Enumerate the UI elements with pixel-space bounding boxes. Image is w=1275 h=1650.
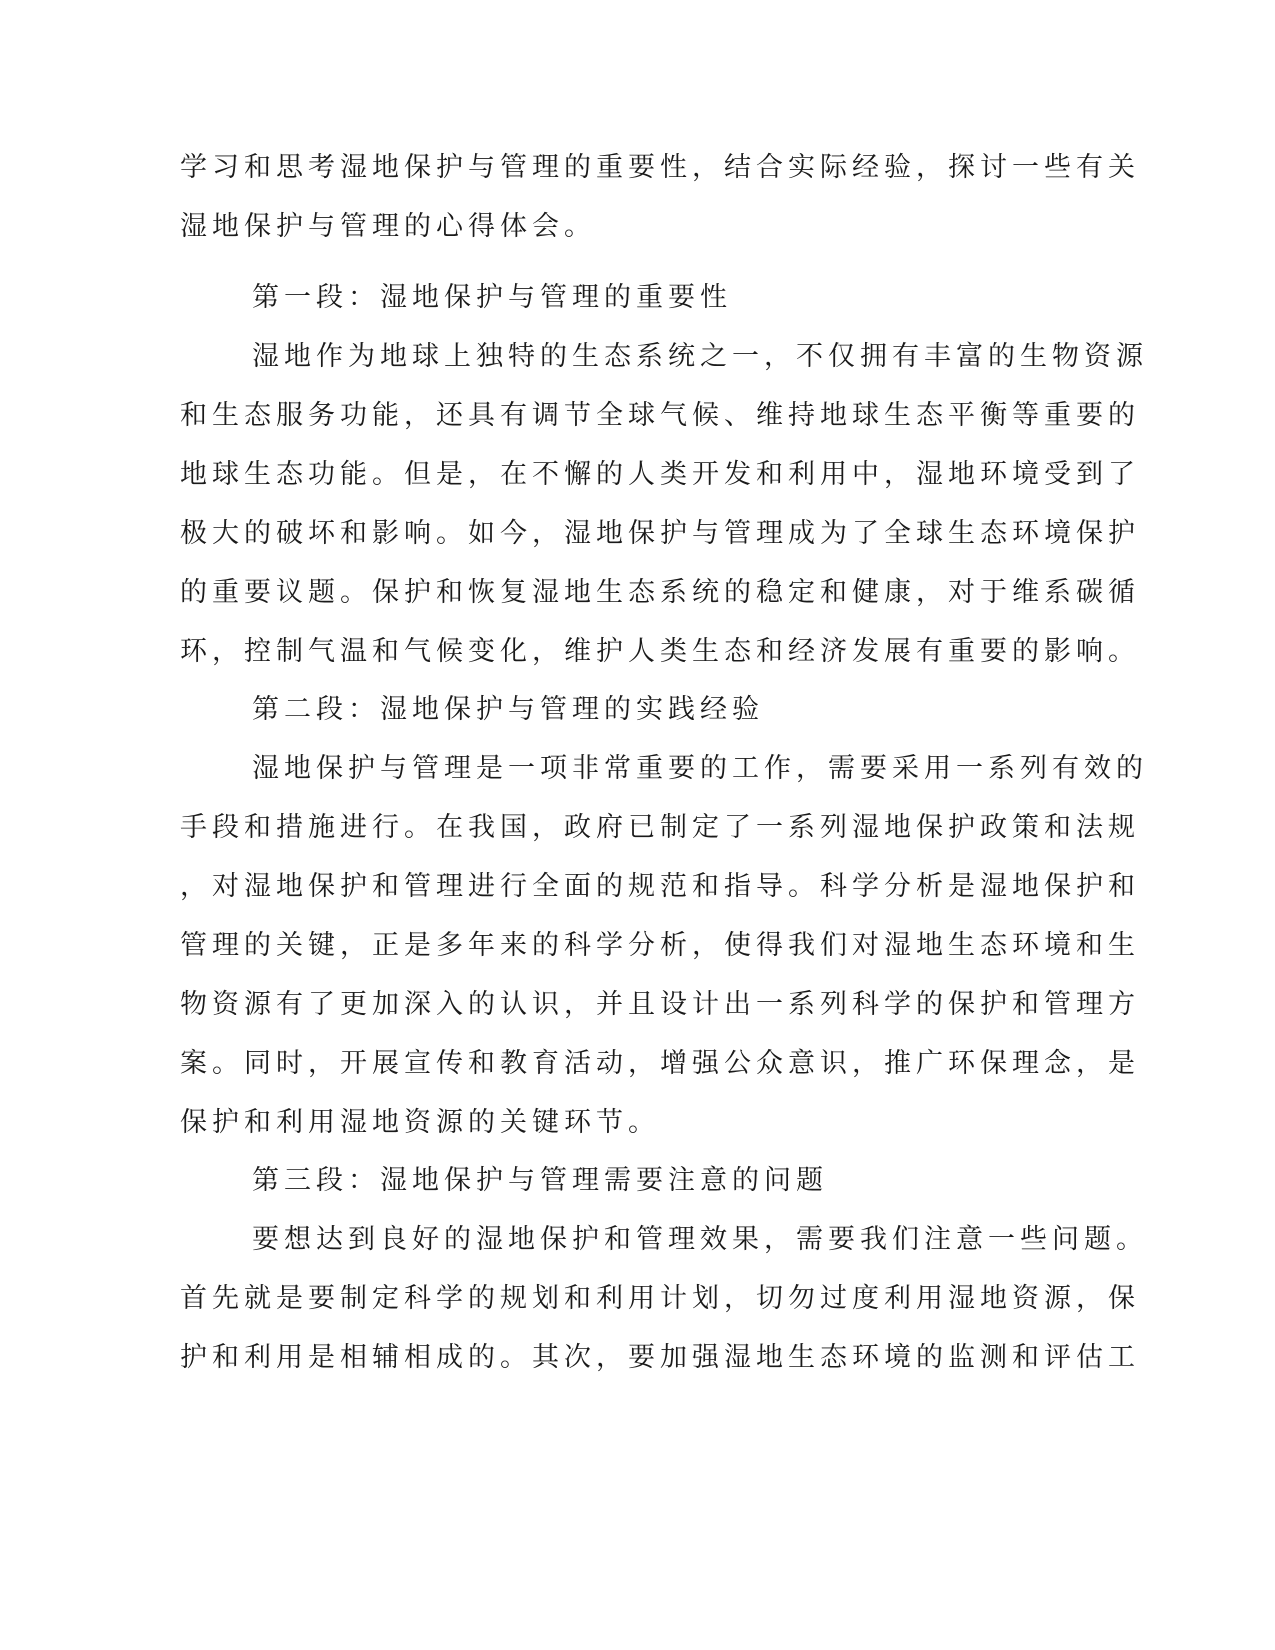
section-heading-3: 第三段：湿地保护与管理需要注意的问题 bbox=[252, 1165, 828, 1196]
text-line-12: 手段和措施进行。在我国，政府已制定了一系列湿地保护政策和法规 bbox=[180, 812, 1140, 843]
text-line-16: 案。同时，开展宣传和教育活动，增强公众意识，推广环保理念，是 bbox=[180, 1048, 1140, 1079]
section-heading-1: 第一段：湿地保护与管理的重要性 bbox=[252, 282, 732, 313]
text-line-5: 和生态服务功能，还具有调节全球气候、维持地球生态平衡等重要的 bbox=[180, 400, 1140, 431]
text-line-19: 要想达到良好的湿地保护和管理效果，需要我们注意一些问题。 bbox=[252, 1224, 1148, 1255]
text-line-4: 湿地作为地球上独特的生态系统之一，不仅拥有丰富的生物资源 bbox=[252, 341, 1148, 372]
text-line-15: 物资源有了更加深入的认识，并且设计出一系列科学的保护和管理方 bbox=[180, 989, 1140, 1020]
text-line-1: 学习和思考湿地保护与管理的重要性，结合实际经验，探讨一些有关 bbox=[180, 152, 1140, 183]
section-heading-2: 第二段：湿地保护与管理的实践经验 bbox=[252, 694, 764, 725]
text-line-8: 的重要议题。保护和恢复湿地生态系统的稳定和健康，对于维系碳循 bbox=[180, 577, 1140, 608]
text-line-21: 护和利用是相辅相成的。其次，要加强湿地生态环境的监测和评估工 bbox=[180, 1342, 1140, 1373]
text-line-6: 地球生态功能。但是，在不懈的人类开发和利用中，湿地环境受到了 bbox=[180, 459, 1140, 490]
text-line-9: 环，控制气温和气候变化，维护人类生态和经济发展有重要的影响。 bbox=[180, 636, 1140, 667]
text-line-11: 湿地保护与管理是一项非常重要的工作，需要采用一系列有效的 bbox=[252, 753, 1148, 784]
text-line-17: 保护和利用湿地资源的关键环节。 bbox=[180, 1107, 660, 1138]
text-line-20: 首先就是要制定科学的规划和利用计划，切勿过度利用湿地资源，保 bbox=[180, 1283, 1140, 1314]
text-line-14: 管理的关键，正是多年来的科学分析，使得我们对湿地生态环境和生 bbox=[180, 930, 1140, 961]
text-line-13: ，对湿地保护和管理进行全面的规范和指导。科学分析是湿地保护和 bbox=[180, 871, 1140, 902]
text-line-2: 湿地保护与管理的心得体会。 bbox=[180, 211, 596, 242]
text-line-7: 极大的破坏和影响。如今，湿地保护与管理成为了全球生态环境保护 bbox=[180, 518, 1140, 549]
